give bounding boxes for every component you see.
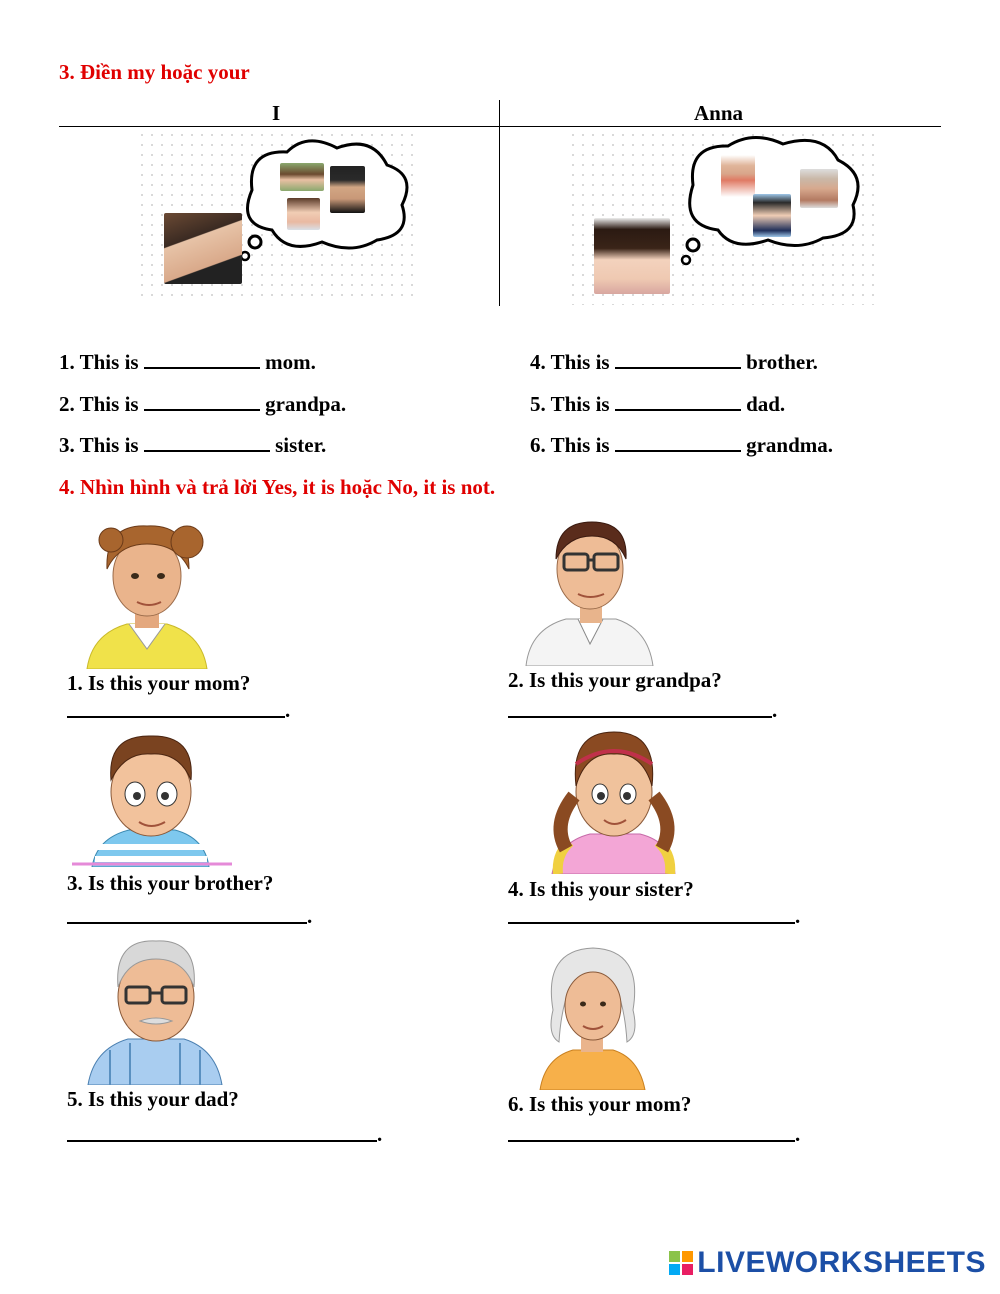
- table-divider-horizontal: [59, 126, 941, 127]
- question-2: 2. Is this your grandpa?: [508, 668, 722, 692]
- boy-photo: [164, 213, 242, 284]
- answer-period-1: .: [285, 698, 291, 722]
- answer-line-5[interactable]: [67, 1140, 377, 1142]
- question-6: 6. Is this your mom?: [508, 1092, 692, 1116]
- section3-title: 3. Điền my hoặc your: [59, 60, 250, 84]
- fill-blank-3[interactable]: [144, 434, 270, 452]
- answer-line-3[interactable]: [67, 922, 307, 924]
- fill-item-1-suffix: mom.: [265, 350, 316, 374]
- fill-item-3-suffix: sister.: [275, 433, 327, 457]
- sister-photo: [287, 198, 320, 230]
- answer-period-2: .: [772, 698, 778, 722]
- my-family-image: [137, 130, 417, 298]
- answer-line-6[interactable]: [508, 1140, 795, 1142]
- fill-item-1: [59, 350, 316, 375]
- fill-blank-4[interactable]: [615, 351, 741, 369]
- grandma-photo: [800, 169, 838, 208]
- fill-item-2-suffix: grandpa.: [265, 392, 347, 416]
- fill-item-3-prefix: 3. This is: [59, 433, 139, 457]
- answer-period-5: .: [377, 1122, 383, 1146]
- question-4: 4. Is this your sister?: [508, 877, 694, 901]
- question-1: 1. Is this your mom?: [67, 671, 251, 695]
- fill-blank-5[interactable]: [615, 393, 741, 411]
- fill-item-4: [530, 350, 818, 375]
- fill-item-6: [530, 433, 833, 458]
- anna-photo: [594, 218, 670, 294]
- brother-photo: [753, 194, 791, 237]
- fill-blank-1[interactable]: [144, 351, 260, 369]
- section4-title: 4. Nhìn hình và trả lời Yes, it is hoặc No, it is not.: [59, 475, 496, 499]
- column-header-i: I: [272, 101, 281, 125]
- answer-line-2[interactable]: [508, 716, 772, 718]
- fill-item-6-suffix: grandma.: [746, 433, 834, 457]
- table-divider-vertical: [499, 100, 500, 306]
- liveworksheets-logo-icon: [669, 1251, 693, 1275]
- fill-item-3: [59, 433, 326, 458]
- answer-period-6: .: [795, 1122, 801, 1146]
- sister-cartoon: [530, 724, 695, 874]
- fill-item-1-prefix: 1. This is: [59, 350, 139, 374]
- fill-blank-6[interactable]: [615, 434, 741, 452]
- grandma-cartoon: [535, 940, 650, 1090]
- anna-family-image: [568, 130, 876, 305]
- liveworksheets-logo[interactable]: [669, 1246, 986, 1280]
- answer-period-3: .: [307, 904, 313, 928]
- fill-item-4-suffix: brother.: [746, 350, 818, 374]
- fill-item-5-prefix: 5. This is: [530, 392, 610, 416]
- question-5: 5. Is this your dad?: [67, 1087, 239, 1111]
- fill-item-2-prefix: 2. This is: [59, 392, 139, 416]
- fill-item-5: [530, 392, 785, 417]
- grandpa-cartoon: [508, 514, 668, 666]
- brother-cartoon: [67, 730, 232, 867]
- answer-period-4: .: [795, 904, 801, 928]
- answer-line-1[interactable]: [67, 716, 285, 718]
- answer-line-4[interactable]: [508, 922, 795, 924]
- mom-cartoon: [67, 514, 227, 669]
- fill-item-2: [59, 392, 346, 417]
- column-header-anna: Anna: [694, 101, 744, 125]
- question-3: 3. Is this your brother?: [67, 871, 274, 895]
- fill-item-5-suffix: dad.: [746, 392, 786, 416]
- grandpa-photo: [721, 155, 755, 197]
- dad-cartoon: [80, 935, 230, 1085]
- mom-photo: [280, 163, 324, 191]
- fill-item-6-prefix: 6. This is: [530, 433, 610, 457]
- dad-photo: [330, 166, 365, 213]
- fill-item-4-prefix: 4. This is: [530, 350, 610, 374]
- fill-blank-2[interactable]: [144, 393, 260, 411]
- liveworksheets-logo-text: LIVEWORKSHEETS: [697, 1246, 986, 1279]
